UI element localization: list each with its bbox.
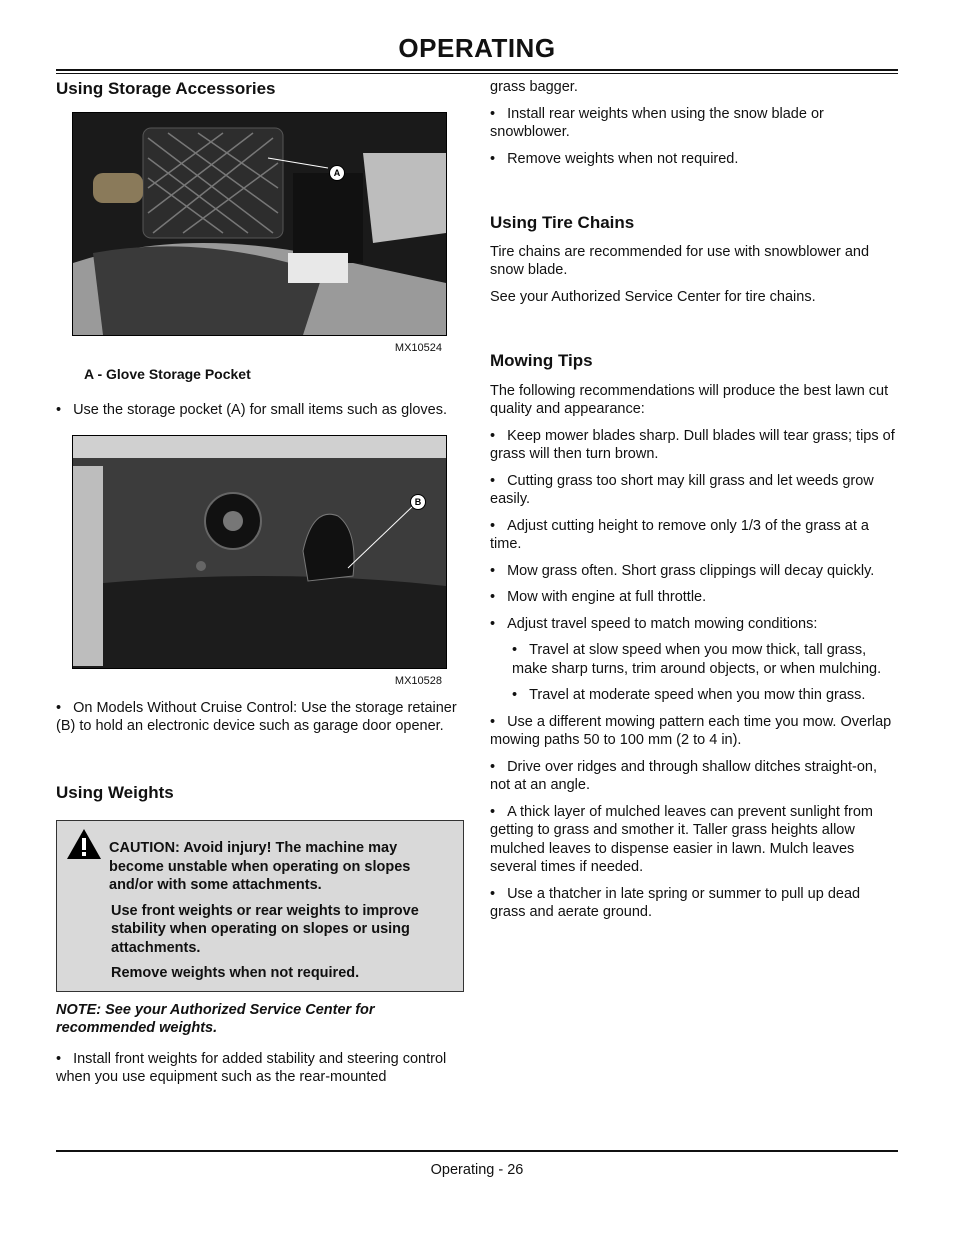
list-item: • A thick layer of mulched leaves can prevent sunlight from getting to grass and smother it. Taller grass heights allow mulched leaves to dispense easier in lawn. Mulch leaves several times if needed. [490,803,898,877]
sub-list-item: • Travel at slow speed when you mow thick, tall grass, make sharp turns, trim around objects, or when mulching. [490,641,898,678]
note: NOTE: See your Authorized Service Center for recommended weights. [56,1001,375,1036]
caution-text: CAUTION: Avoid injury! The machine may become unstable when operating on slopes and/or with some attachments. [109,840,411,893]
list-item: • Use a different mowing pattern each time you mow. Overlap mowing paths 50 to 100 mm (2 to 4 in). [490,713,898,750]
chains-paragraph-2: See your Authorized Service Center for tire chains. [490,288,816,305]
callout-b: B [410,494,426,510]
callout-a: A [329,165,345,181]
mowing-heading: Mowing Tips [490,351,593,370]
right-column [490,78,898,922]
weights-bullet-1: • Install front weights for added stability and steering control when you use equipment such as the rear-mounted [56,1050,464,1087]
page-title: OPERATING [398,33,556,63]
weights-heading: Using Weights [56,782,174,802]
caution-text-2: Use front weights or rear weights to improve stability when operating on slopes or using attachments. [111,902,419,956]
mowing-intro: The following recommendations will produce the best lawn cut quality and appearance: [490,382,889,417]
chains-heading: Using Tire Chains [490,213,635,232]
list-item: • Adjust travel speed to match mowing conditions: [490,615,898,634]
figure-id: MX10524 [394,341,442,354]
header-rule-thin [56,73,898,74]
glove-pocket-photo [72,112,447,336]
storage-heading: Using Storage Accessories [56,79,276,98]
weights-bullet-3: • Remove weights when not required. [490,150,898,169]
sub-list-item: • Travel at moderate speed when you mow thin grass. [490,686,898,705]
storage-bullet-2: • On Models Without Cruise Control: Use the storage retainer (B) to hold an electronic device such as garage door opener. [56,699,464,736]
list-item: • Use a thatcher in late spring or summer to pull up dead grass and aerate ground. [490,885,898,922]
storage-retainer-photo [72,435,447,669]
left-column [56,78,464,1087]
page-number: Operating - 26 [430,1162,524,1178]
warning-triangle-icon [65,827,103,867]
figure-id: MX10528 [394,675,442,687]
caution-box [56,820,464,992]
chains-paragraph: Tire chains are recommended for use with snowblower and snow blade. [490,243,870,278]
list-item: • Mow grass often. Short grass clippings will decay quickly. [490,562,898,581]
footer-rule [56,1150,898,1152]
continued-text: grass bagger. [490,79,578,95]
figure-caption: A - Glove Storage Pocket [84,366,251,382]
list-item: • Cutting grass too short may kill grass and let weeds grow easily. [490,472,898,509]
header-rule [56,69,898,71]
list-item: • Adjust cutting height to remove only 1/3 of the grass at a time. [490,517,898,554]
caution-text-3: Remove weights when not required. [111,965,360,981]
weights-bullet-2: • Install rear weights when using the snow blade or snowblower. [490,105,898,142]
list-item: • Keep mower blades sharp. Dull blades will tear grass; tips of grass will then turn brown. [490,427,898,464]
list-item: • Drive over ridges and through shallow ditches straight-on, not at an angle. [490,758,898,795]
list-item: • Mow with engine at full throttle. [490,588,898,607]
storage-bullet-1: • Use the storage pocket (A) for small items such as gloves. [56,401,464,420]
